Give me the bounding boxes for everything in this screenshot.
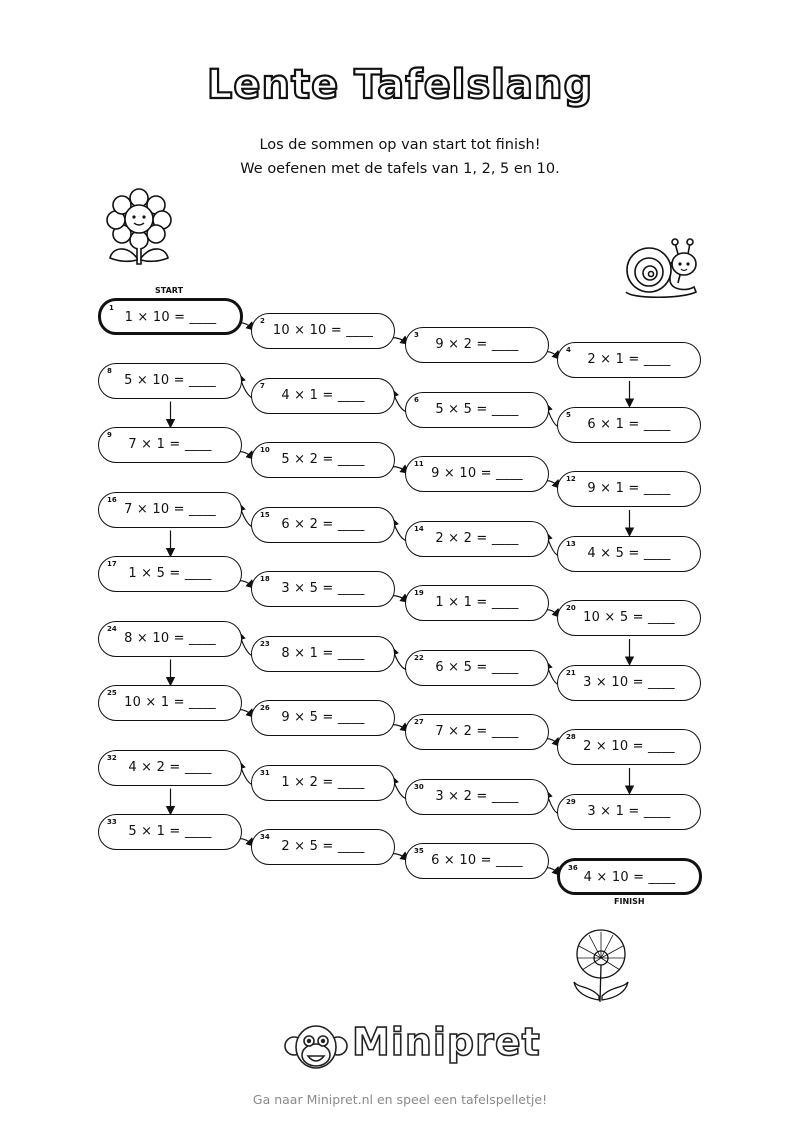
problem-equation[interactable]: 2 × 5 = ____ [281,839,365,854]
problem-pill[interactable] [405,714,549,750]
problem-equation[interactable]: 9 × 1 = ____ [587,481,671,496]
problem-number: 1 [109,304,114,312]
problem-equation[interactable]: 5 × 5 = ____ [435,401,519,417]
flower-icon [104,188,174,266]
problem-number: 16 [107,495,117,504]
problem-number: 19 [414,589,424,597]
problem-pill[interactable] [557,342,701,378]
problem-equation[interactable]: 6 × 2 = ____ [281,516,365,532]
problem-pill[interactable] [557,471,701,507]
problem-number: 12 [566,475,576,483]
problem-pill[interactable] [251,700,395,736]
problem-number: 25 [107,689,117,697]
monkey-logo-icon [284,1022,348,1072]
start-label: START [155,286,184,295]
problem-equation[interactable]: 3 × 1 = ____ [587,803,671,819]
problem-number: 23 [260,639,270,648]
problem-number: 35 [414,847,424,855]
dandelion-icon [568,926,634,1006]
problem-number: 31 [260,768,270,777]
problem-number: 27 [414,718,424,726]
problem-equation[interactable]: 4 × 10 = ____ [583,870,676,885]
problem-pill[interactable] [405,456,549,492]
problem-number: 11 [414,460,424,468]
problem-pill[interactable] [251,829,395,865]
instructions-line-1: Los de sommen op van start tot finish! [259,137,541,153]
page-title: Lente Tafelslang [206,62,594,108]
problem-equation[interactable]: 3 × 5 = ____ [281,581,365,596]
problem-number: 36 [568,864,578,872]
problem-pill[interactable] [98,685,242,721]
problem-pill[interactable] [251,636,395,672]
problem-pill[interactable] [405,650,549,686]
problem-equation[interactable]: 4 × 1 = ____ [281,387,365,403]
problem-number: 8 [107,366,112,375]
problem-number: 14 [414,524,424,533]
problem-pill[interactable] [251,571,395,607]
problem-pill[interactable] [557,536,701,572]
problem-pill[interactable] [557,665,701,701]
problem-equation[interactable]: 1 × 2 = ____ [281,774,365,790]
problem-equation[interactable]: 4 × 2 = ____ [128,759,212,775]
problem-equation[interactable]: 2 × 10 = ____ [583,739,675,754]
problem-number: 3 [414,331,419,339]
problem-pill[interactable] [405,392,549,428]
problem-equation[interactable]: 9 × 2 = ____ [435,337,519,352]
problem-equation[interactable]: 3 × 2 = ____ [435,788,519,804]
problem-number: 15 [260,510,270,519]
problem-pill[interactable] [405,327,549,363]
problem-equation[interactable]: 10 × 10 = ____ [272,323,374,338]
problem-equation[interactable]: 1 × 1 = ____ [435,595,519,610]
problem-number: 6 [414,395,419,404]
problem-equation[interactable]: 5 × 10 = ____ [124,372,216,388]
instructions-line-2: We oefenen met de tafels van 1, 2, 5 en 10. [240,161,560,177]
problem-equation[interactable]: 10 × 1 = ____ [124,695,216,710]
problem-equation[interactable]: 8 × 1 = ____ [281,645,365,661]
problem-equation[interactable]: 7 × 2 = ____ [435,724,519,739]
problem-number: 20 [566,604,576,612]
problem-equation[interactable]: 5 × 2 = ____ [281,452,365,467]
problem-equation[interactable]: 8 × 10 = ____ [124,630,216,646]
problem-number: 21 [566,668,576,677]
problem-equation[interactable]: 9 × 5 = ____ [281,710,365,725]
problem-pill[interactable] [405,521,549,557]
problem-pill[interactable] [251,765,395,801]
problem-equation[interactable]: 6 × 5 = ____ [435,659,519,675]
problem-number: 30 [414,782,424,791]
problem-equation[interactable]: 3 × 10 = ____ [583,674,675,690]
problem-equation[interactable]: 6 × 1 = ____ [587,416,671,432]
problem-equation[interactable]: 7 × 1 = ____ [128,437,212,452]
problem-number: 2 [260,317,265,325]
problem-equation[interactable]: 5 × 1 = ____ [128,824,212,839]
problem-number: 7 [260,381,265,390]
problem-equation[interactable]: 10 × 5 = ____ [583,610,675,625]
problem-number: 29 [566,797,576,806]
problem-equation[interactable]: 2 × 1 = ____ [587,352,671,367]
problem-pill[interactable] [251,313,395,349]
problem-pill[interactable] [405,585,549,621]
problem-pill[interactable] [557,794,701,830]
problem-pill[interactable] [557,858,702,895]
problem-pill[interactable] [405,779,549,815]
problem-number: 22 [414,653,424,662]
problem-pill[interactable] [557,407,701,443]
problem-number: 4 [566,346,571,354]
problem-number: 10 [260,446,270,454]
problem-pill[interactable] [98,298,243,335]
problem-number: 18 [260,575,270,583]
problem-pill[interactable] [557,600,701,636]
problem-pill[interactable] [98,750,242,786]
problem-pill[interactable] [557,729,701,765]
snail-icon [622,237,702,302]
problem-number: 17 [107,560,117,568]
problem-pill[interactable] [251,442,395,478]
problem-number: 24 [107,624,117,633]
problem-number: 13 [566,539,576,548]
problem-number: 28 [566,733,576,741]
problem-pill[interactable] [98,556,242,592]
problem-number: 34 [260,833,270,841]
problem-equation[interactable]: 9 × 10 = ____ [431,466,523,481]
problem-equation[interactable]: 6 × 10 = ____ [431,853,523,868]
problem-pill[interactable] [405,843,549,879]
footer-link-text[interactable]: Ga naar Minipret.nl en speel een tafelspelletje! [252,1092,548,1107]
problem-pill[interactable] [98,492,242,528]
problem-equation[interactable]: 1 × 5 = ____ [128,566,212,581]
problem-equation[interactable]: 7 × 10 = ____ [124,501,216,517]
problem-pill[interactable] [98,363,242,399]
problem-number: 9 [107,431,112,439]
problem-number: 26 [260,704,270,712]
finish-label: FINISH [614,897,645,906]
problem-equation[interactable]: 4 × 5 = ____ [587,545,671,561]
problem-pill[interactable] [251,378,395,414]
problem-pill[interactable] [98,621,242,657]
problem-pill[interactable] [98,427,242,463]
problem-equation[interactable]: 2 × 2 = ____ [435,530,519,546]
problem-number: 5 [566,410,571,419]
brand-logo-text: Minipret [352,1020,541,1064]
problem-pill[interactable] [251,507,395,543]
problem-number: 32 [107,753,117,762]
problem-equation[interactable]: 1 × 10 = ____ [124,310,217,325]
problem-pill[interactable] [98,814,242,850]
problem-number: 33 [107,818,117,826]
